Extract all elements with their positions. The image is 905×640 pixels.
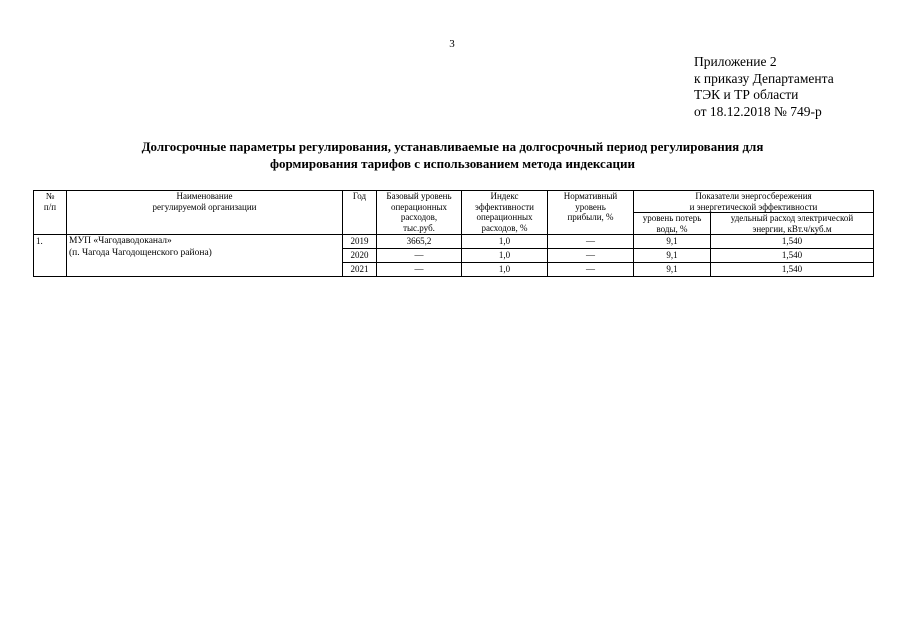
header-water-losses: уровень потерь воды, %: [634, 213, 711, 235]
organization-name: МУП «Чагодаводоканал» (п. Чагода Чагодощенского района): [67, 235, 343, 277]
page-number: 3: [449, 38, 455, 50]
cell-specific: 1,540: [711, 263, 874, 277]
header-energy-group: Показатели энергосбережения и энергетической эффективности: [634, 191, 874, 213]
cell-base: —: [377, 249, 462, 263]
cell-efficiency: 1,0: [462, 263, 548, 277]
cell-losses: 9,1: [634, 235, 711, 249]
cell-losses: 9,1: [634, 263, 711, 277]
cell-efficiency: 1,0: [462, 249, 548, 263]
header-number: № п/п: [34, 191, 67, 235]
title-line: формирования тарифов с использованием метода индексации: [270, 156, 635, 171]
appendix-line: от 18.12.2018 № 749-р: [694, 103, 822, 119]
appendix-line: ТЭК и ТР области: [694, 87, 799, 102]
cell-profit: —: [548, 235, 634, 249]
appendix-line: к приказу Департамента: [694, 70, 834, 86]
appendix-block: [694, 54, 834, 120]
title-line: Долгосрочные параметры регулирования, устанавливаемые на долгосрочный период регулирования для: [141, 139, 764, 154]
table-row: [34, 235, 874, 249]
cell-year: 2019: [343, 235, 377, 249]
row-number: 1.: [34, 235, 67, 277]
cell-base: 3665,2: [377, 235, 462, 249]
parameters-table: [33, 190, 874, 277]
cell-year: 2021: [343, 263, 377, 277]
cell-efficiency: 1,0: [462, 235, 548, 249]
header-specific-consumption: удельный расход электрической энергии, кВт.ч/куб.м: [711, 213, 874, 235]
header-base-expenses: Базовый уровень операционных расходов, тыс.руб.: [377, 191, 462, 235]
header-organization: Наименование регулируемой организации: [67, 191, 343, 235]
cell-year: 2020: [343, 249, 377, 263]
cell-specific: 1,540: [711, 249, 874, 263]
cell-specific: 1,540: [711, 235, 874, 249]
cell-base: —: [377, 263, 462, 277]
header-profit-level: Нормативный уровень прибыли, %: [548, 191, 634, 235]
header-year: Год: [343, 191, 377, 235]
header-efficiency-index: Индекс эффективности операционных расходов, %: [462, 191, 548, 235]
cell-profit: —: [548, 249, 634, 263]
document-title: [60, 138, 845, 172]
appendix-line: Приложение 2: [694, 54, 777, 69]
cell-losses: 9,1: [634, 249, 711, 263]
cell-profit: —: [548, 263, 634, 277]
